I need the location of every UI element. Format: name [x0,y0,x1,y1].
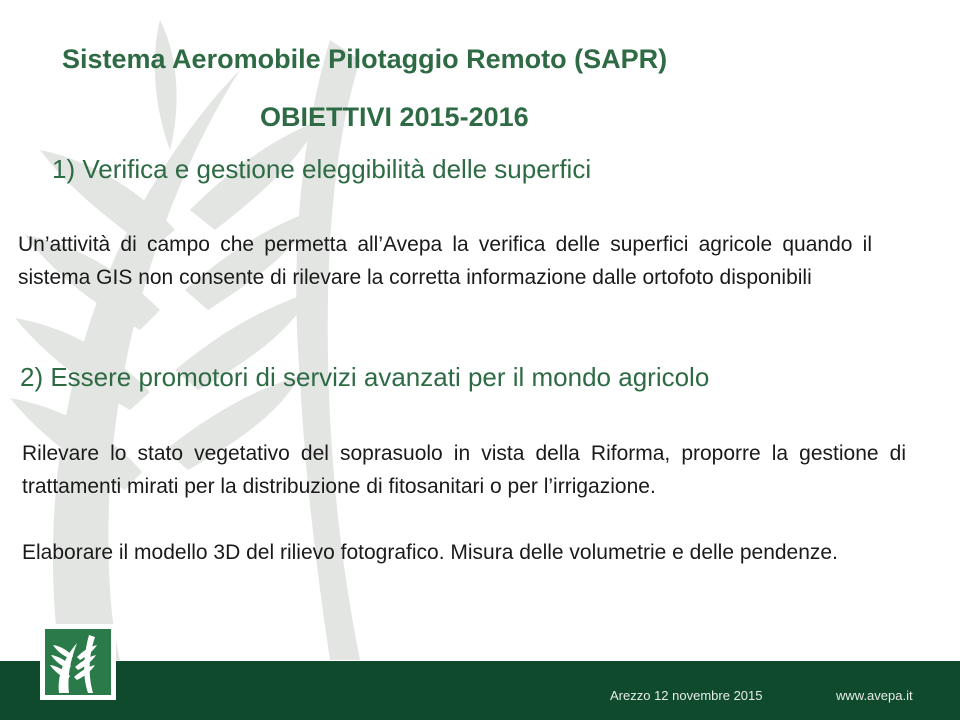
slide-subtitle: OBIETTIVI 2015-2016 [260,102,529,132]
slide-title: Sistema Aeromobile Pilotaggio Remoto (SAPR) [62,44,668,74]
footer-website-link[interactable]: www.avepa.it [836,688,913,703]
section2-heading: 2) Essere promotori di servizi avanzati per il mondo agricolo [20,362,710,392]
footer-bar [0,661,960,720]
wheat-icon [45,629,111,695]
footer-date: Arezzo 12 novembre 2015 [610,688,763,703]
logo-background [45,629,111,695]
avepa-logo [40,624,116,700]
section2-body1: Rilevare lo stato vegetativo del soprasuolo in vista della Riforma, proporre la gestione di trattamenti mirati per la distribuzione di fitosanitari o per l’irrigazione. [22,442,906,498]
section1-heading: 1) Verifica e gestione eleggibilità delle superfici [52,154,592,184]
section1-body: Un’attività di campo che permetta all’Avepa la verifica delle superfici agricole quando il sistema GIS non consente di rilevare la corretta informazione dalle ortofoto disponibili [18,233,872,289]
section2-body2: Elaborare il modello 3D del rilievo fotografico. Misura delle volumetrie e delle pendenze. [22,541,838,564]
